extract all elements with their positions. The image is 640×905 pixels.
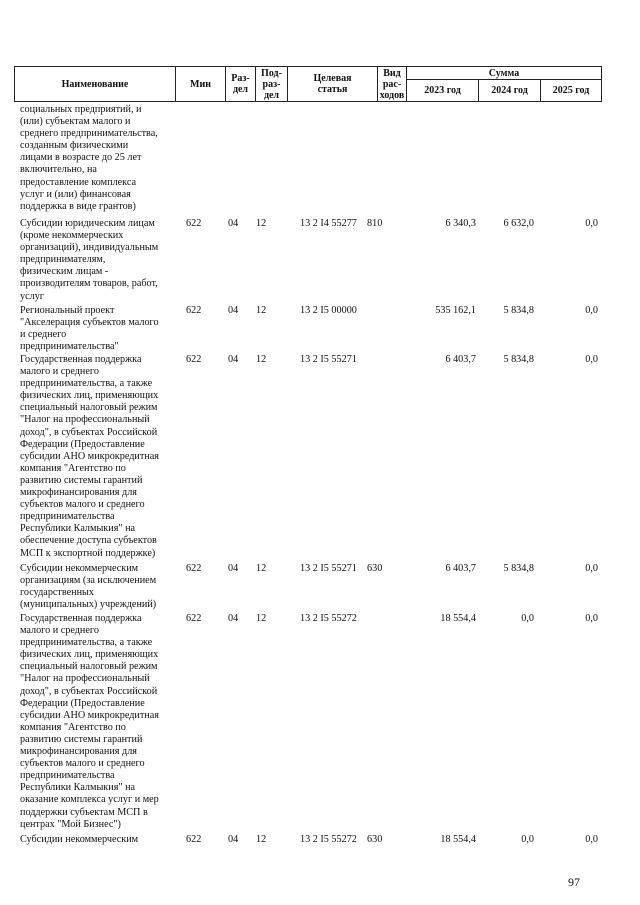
header-year-2023-label: 2023 год (424, 85, 461, 96)
row-podrazdel: 12 (256, 834, 267, 845)
row-2024: 0,0 (521, 613, 534, 624)
header-name (14, 66, 176, 102)
row-podrazdel: 12 (256, 563, 267, 574)
header-year-2025-label: 2025 год (552, 85, 590, 96)
header-min-label: Мин (190, 78, 211, 90)
row-razdel: 04 (228, 218, 239, 229)
row-2025: 0,0 (585, 305, 598, 316)
row-celevaya: 13 2 I4 55277 (300, 218, 357, 229)
row-razdel: 04 (228, 305, 239, 316)
row-vid: 630 (367, 563, 383, 574)
row-name: Государственная поддержка малого и среднего предпринимательства, а также физических лиц, применяющих специальный налоговый режим "Налог на профессиональный доход", в субъектах Российской Федерации (Предоставление субсидии АНО микрокредитная компания "Агентство по развитию системы гарантий микрофинансирования для субъектов малого и среднего предпринимательства Республики Калмыкия" на оказание комплекса услуг и мер поддержки субъектам МСП в центрах "Мой Бизнес") (20, 613, 159, 830)
row-name: Субсидии некоммерческим организациям (за исключением государственных (муниципальных) учреждений) (20, 563, 157, 611)
row-2023: 6 403,7 (445, 563, 476, 574)
row-2024: 5 834,8 (503, 354, 534, 365)
row-podrazdel: 12 (256, 354, 267, 365)
row-celevaya: 13 2 I5 55271 (300, 354, 357, 365)
row-2025: 0,0 (585, 218, 598, 229)
row-name: Региональный проект "Акселерация субъектов малого и среднего предпринимательства" (20, 305, 159, 353)
header-celevaya (287, 66, 378, 102)
header-name-label: Наименование (61, 78, 129, 90)
row-podrazdel: 12 (256, 305, 267, 316)
row-2023: 535 162,1 (435, 305, 476, 316)
row-2025: 0,0 (585, 563, 598, 574)
row-min: 622 (186, 613, 202, 624)
row-name: Субсидии некоммерческим (20, 834, 139, 845)
row-razdel: 04 (228, 613, 239, 624)
row-celevaya: 13 2 I5 55271 (300, 563, 357, 574)
header-summa (406, 66, 602, 80)
row-min: 622 (186, 354, 202, 365)
row-2023: 6 340,3 (445, 218, 476, 229)
header-year-2025 (540, 79, 602, 102)
header-podrazdel-label: Под- раз- дел (261, 67, 282, 101)
header-vid (377, 66, 407, 102)
header-razdel (225, 66, 256, 102)
row-2024: 5 834,8 (503, 305, 534, 316)
page-number: 97 (568, 875, 580, 889)
row-razdel: 04 (228, 354, 239, 365)
header-min (175, 66, 226, 102)
row-min: 622 (186, 834, 202, 845)
row-podrazdel: 12 (256, 613, 267, 624)
row-2023: 18 554,4 (440, 834, 476, 845)
row-name: Субсидии юридическим лицам (кроме некоммерческих организаций), индивидуальным предпринимателям, физическим лицам - производителям товаров, работ, услуг (20, 218, 159, 302)
header-vid-label: Вид рас- ходов (379, 67, 405, 101)
row-min: 622 (186, 218, 202, 229)
row-2023: 6 403,7 (445, 354, 476, 365)
row-celevaya: 13 2 I5 00000 (300, 305, 357, 316)
row-name: Государственная поддержка малого и среднего предпринимательства, а также физических лиц, применяющих специальный налоговый режим "Налог на профессиональный доход", в субъектах Российской Федерации (Предоставление субсидии АНО микрокредитная компания "Агентство по развитию системы гарантий микрофинансирования для субъектов малого и среднего предпринимательства Республики Калмыкия" на обеспечение доступа субъектов МСП к экспортной поддержке) (20, 354, 159, 559)
row-vid: 630 (367, 834, 383, 845)
row-2024: 6 632,0 (503, 218, 534, 229)
row-2023: 18 554,4 (440, 613, 476, 624)
header-razdel-label: Раз- дел (231, 73, 250, 95)
header-podrazdel (255, 66, 288, 102)
row-razdel: 04 (228, 563, 239, 574)
row-min: 622 (186, 563, 202, 574)
row-2025: 0,0 (585, 354, 598, 365)
row-razdel: 04 (228, 834, 239, 845)
row-2025: 0,0 (585, 613, 598, 624)
row-2024: 0,0 (521, 834, 534, 845)
row-podrazdel: 12 (256, 218, 267, 229)
row-name: социальных предприятий, и (или) субъектам малого и среднего предпринимательства, созданным физическими лицами в возрасте до 25 лет включительно, на предоставление комплекса услуг и (или) финансовая поддержка в виде грантов) (20, 104, 158, 212)
header-summa-label: Сумма (488, 67, 520, 79)
table-header (14, 66, 602, 102)
row-2024: 5 834,8 (503, 563, 534, 574)
row-celevaya: 13 2 I5 55272 (300, 613, 357, 624)
row-2025: 0,0 (585, 834, 598, 845)
header-year-2024-label: 2024 год (491, 85, 528, 96)
row-min: 622 (186, 305, 202, 316)
header-year-2024 (478, 79, 541, 102)
header-year-2023 (406, 79, 479, 102)
row-celevaya: 13 2 I5 55272 (300, 834, 357, 845)
row-vid: 810 (367, 218, 383, 229)
header-celevaya-label: Целевая статья (313, 73, 352, 95)
